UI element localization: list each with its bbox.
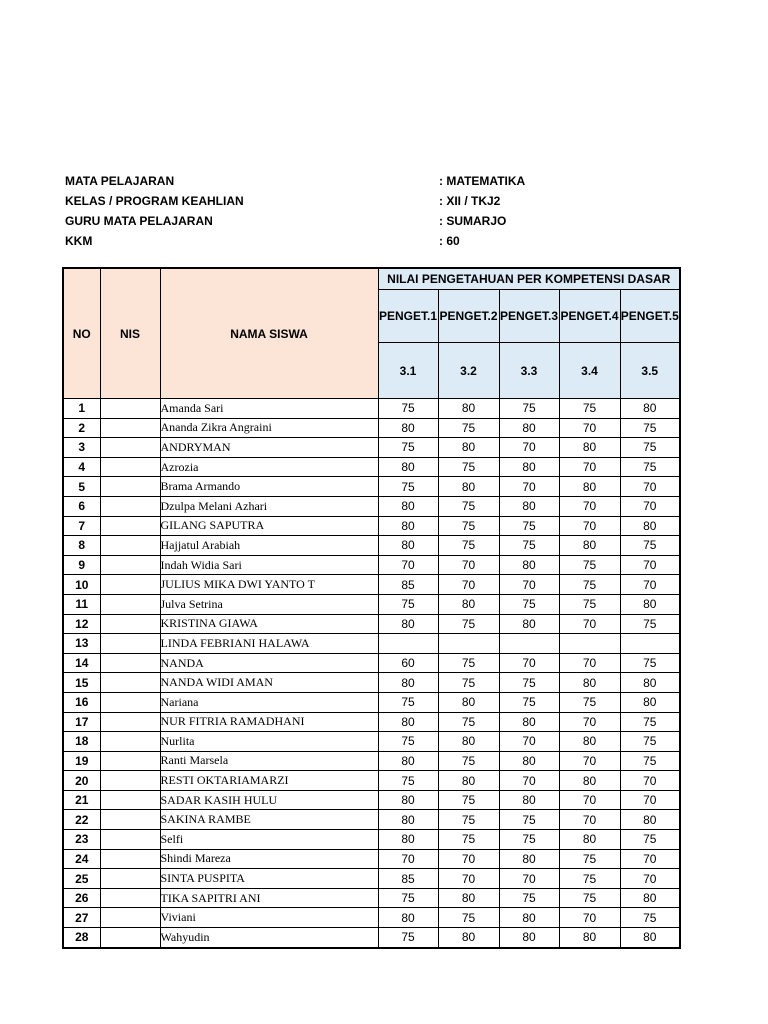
cell-name: Amanda Sari [160,399,378,419]
cell-score-1: 85 [378,575,438,595]
cell-name: Indah Widia Sari [160,555,378,575]
table-row [63,732,680,752]
cell-score-2: 75 [438,908,499,928]
cell-nis [100,830,160,850]
header-no: NO [63,268,100,399]
cell-nis [100,849,160,869]
table-row [63,418,680,438]
cell-name: SAKINA RAMBE [160,810,378,830]
cell-score-4: 75 [559,849,620,869]
cell-score-3: 80 [499,457,559,477]
table-row [63,594,680,614]
cell-score-4: 75 [559,555,620,575]
cell-no: 17 [63,712,100,732]
cell-score-2: 70 [438,869,499,889]
cell-score-3 [499,634,559,654]
cell-score-5: 75 [620,751,680,771]
table-row [63,830,680,850]
header-penget-2: PENGET.2 [438,290,499,343]
cell-score-5: 80 [620,516,680,536]
cell-score-3: 75 [499,516,559,536]
cell-score-2: 75 [438,810,499,830]
table-row [63,869,680,889]
cell-nis [100,555,160,575]
cell-no: 2 [63,418,100,438]
cell-name: Wahyudin [160,928,378,948]
cell-name: Ranti Marsela [160,751,378,771]
cell-score-3: 80 [499,751,559,771]
table-row [63,673,680,693]
cell-score-5: 70 [620,849,680,869]
cell-score-5: 80 [620,399,680,419]
cell-score-4: 70 [559,614,620,634]
cell-score-2 [438,634,499,654]
cell-score-5: 75 [620,457,680,477]
cell-score-5: 75 [620,653,680,673]
cell-score-3: 75 [499,888,559,908]
table-row [63,536,680,556]
table-row [63,692,680,712]
cell-score-3: 70 [499,869,559,889]
cell-score-5: 75 [620,536,680,556]
cell-score-1: 80 [378,751,438,771]
cell-score-4: 80 [559,771,620,791]
cell-name: Brama Armando [160,477,378,497]
cell-nis [100,457,160,477]
cell-score-5: 75 [620,712,680,732]
cell-score-1: 80 [378,536,438,556]
cell-score-2: 75 [438,790,499,810]
cell-score-5: 70 [620,555,680,575]
cell-score-5: 70 [620,771,680,791]
cell-score-1: 75 [378,438,438,458]
cell-score-2: 75 [438,496,499,516]
cell-score-4: 80 [559,830,620,850]
header-penget-4: PENGET.4 [559,290,620,343]
cell-score-4: 80 [559,732,620,752]
cell-score-4: 70 [559,790,620,810]
cell-score-5: 80 [620,673,680,693]
cell-score-4 [559,634,620,654]
cell-no: 15 [63,673,100,693]
cell-nis [100,496,160,516]
cell-nis [100,790,160,810]
cell-score-1: 80 [378,418,438,438]
cell-score-3: 80 [499,849,559,869]
table-row [63,810,680,830]
cell-score-5: 70 [620,496,680,516]
cell-name: LINDA FEBRIANI HALAWA [160,634,378,654]
header-penget-1: PENGET.1 [378,290,438,343]
cell-score-4: 80 [559,536,620,556]
table-row [63,575,680,595]
cell-score-3: 75 [499,673,559,693]
cell-name: Julva Setrina [160,594,378,614]
cell-score-2: 80 [438,594,499,614]
header-penget-5: PENGET.5 [620,290,680,343]
cell-score-2: 80 [438,399,499,419]
cell-score-1: 70 [378,555,438,575]
meta-label: GURU MATA PELAJARAN [65,214,213,228]
cell-score-5: 75 [620,418,680,438]
cell-no: 20 [63,771,100,791]
cell-name: Shindi Mareza [160,849,378,869]
cell-score-3: 70 [499,653,559,673]
cell-score-2: 80 [438,888,499,908]
cell-no: 19 [63,751,100,771]
cell-score-2: 80 [438,732,499,752]
cell-score-1: 80 [378,790,438,810]
cell-score-2: 75 [438,536,499,556]
cell-score-5: 70 [620,575,680,595]
cell-score-4: 70 [559,516,620,536]
cell-score-1: 85 [378,869,438,889]
table-row [63,790,680,810]
cell-no: 24 [63,849,100,869]
cell-score-4: 70 [559,810,620,830]
cell-nis [100,810,160,830]
cell-score-1: 80 [378,614,438,634]
cell-no: 21 [63,790,100,810]
cell-score-5: 70 [620,790,680,810]
cell-score-1: 80 [378,908,438,928]
table-row [63,712,680,732]
cell-no: 18 [63,732,100,752]
cell-name: Nurlita [160,732,378,752]
cell-score-5 [620,634,680,654]
cell-score-5: 75 [620,438,680,458]
grades-table [62,267,681,949]
cell-score-3: 70 [499,575,559,595]
cell-name: NUR FITRIA RAMADHANI [160,712,378,732]
cell-score-1: 75 [378,477,438,497]
cell-nis [100,634,160,654]
cell-score-3: 75 [499,810,559,830]
header-name: NAMA SISWA [160,268,378,399]
cell-no: 27 [63,908,100,928]
cell-score-1: 60 [378,653,438,673]
cell-score-4: 80 [559,928,620,948]
cell-no: 12 [63,614,100,634]
cell-score-4: 80 [559,477,620,497]
cell-nis [100,594,160,614]
cell-score-1: 80 [378,830,438,850]
cell-score-1: 80 [378,712,438,732]
table-row [63,555,680,575]
cell-score-1: 75 [378,771,438,791]
cell-score-1: 75 [378,692,438,712]
table-row [63,614,680,634]
cell-no: 13 [63,634,100,654]
cell-score-5: 75 [620,732,680,752]
cell-nis [100,516,160,536]
cell-score-1: 80 [378,516,438,536]
cell-nis [100,928,160,948]
cell-no: 11 [63,594,100,614]
cell-score-4: 70 [559,457,620,477]
cell-score-3: 75 [499,830,559,850]
table-row [63,457,680,477]
cell-score-3: 75 [499,594,559,614]
header-kd-4: 3.4 [559,343,620,399]
cell-score-5: 80 [620,594,680,614]
meta-teacher [65,211,705,231]
cell-no: 23 [63,830,100,850]
cell-no: 10 [63,575,100,595]
meta-value: : SUMARJO [439,214,507,228]
meta-class [65,191,705,211]
cell-nis [100,732,160,752]
meta-label: MATA PELAJARAN [65,174,175,188]
cell-score-1: 80 [378,496,438,516]
cell-name: GILANG SAPUTRA [160,516,378,536]
cell-score-4: 80 [559,673,620,693]
cell-name: Nariana [160,692,378,712]
cell-score-3: 80 [499,555,559,575]
cell-score-3: 70 [499,438,559,458]
table-row [63,928,680,948]
cell-score-5: 75 [620,908,680,928]
cell-no: 5 [63,477,100,497]
cell-score-3: 75 [499,536,559,556]
cell-score-5: 70 [620,477,680,497]
cell-name: NANDA WIDI AMAN [160,673,378,693]
cell-name: RESTI OKTARIAMARZI [160,771,378,791]
cell-score-5: 80 [620,692,680,712]
cell-no: 9 [63,555,100,575]
header-nis: NIS [100,268,160,399]
cell-nis [100,438,160,458]
cell-score-2: 75 [438,516,499,536]
cell-name: JULIUS MIKA DWI YANTO T [160,575,378,595]
cell-no: 22 [63,810,100,830]
cell-score-2: 75 [438,712,499,732]
table-row [63,771,680,791]
meta-value: : MATEMATIKA [439,174,526,188]
meta-value: : 60 [439,234,460,248]
cell-no: 3 [63,438,100,458]
table-row [63,477,680,497]
cell-no: 8 [63,536,100,556]
cell-score-4: 75 [559,399,620,419]
cell-score-4: 75 [559,869,620,889]
cell-score-2: 80 [438,928,499,948]
cell-score-5: 80 [620,928,680,948]
cell-no: 1 [63,399,100,419]
table-row [63,888,680,908]
cell-score-2: 75 [438,673,499,693]
cell-score-1: 75 [378,888,438,908]
cell-score-1: 80 [378,810,438,830]
header-group: NILAI PENGETAHUAN PER KOMPETENSI DASAR [378,268,680,290]
cell-name: KRISTINA GIAWA [160,614,378,634]
cell-score-5: 80 [620,888,680,908]
cell-nis [100,673,160,693]
table-row [63,438,680,458]
cell-score-2: 80 [438,692,499,712]
cell-score-1: 80 [378,673,438,693]
cell-score-4: 70 [559,418,620,438]
table-row [63,751,680,771]
cell-name: Ananda Zikra Angraini [160,418,378,438]
cell-score-2: 70 [438,555,499,575]
cell-no: 16 [63,692,100,712]
cell-score-1 [378,634,438,654]
cell-score-1: 80 [378,457,438,477]
cell-name: Azrozia [160,457,378,477]
cell-no: 14 [63,653,100,673]
cell-nis [100,399,160,419]
cell-nis [100,614,160,634]
cell-no: 28 [63,928,100,948]
cell-score-2: 75 [438,418,499,438]
cell-nis [100,653,160,673]
cell-score-4: 75 [559,692,620,712]
header-kd-3: 3.3 [499,343,559,399]
cell-score-3: 80 [499,908,559,928]
cell-nis [100,869,160,889]
meta-subject [65,171,705,191]
cell-score-3: 80 [499,712,559,732]
cell-no: 6 [63,496,100,516]
cell-nis [100,692,160,712]
cell-score-2: 80 [438,438,499,458]
cell-nis [100,575,160,595]
cell-name: TIKA SAPITRI ANI [160,888,378,908]
cell-score-5: 75 [620,830,680,850]
cell-score-5: 80 [620,810,680,830]
table-row [63,908,680,928]
report-meta [65,171,705,251]
cell-nis [100,751,160,771]
cell-name: Selfi [160,830,378,850]
cell-score-2: 75 [438,457,499,477]
cell-score-2: 80 [438,771,499,791]
cell-nis [100,418,160,438]
cell-score-1: 75 [378,928,438,948]
cell-score-4: 70 [559,496,620,516]
cell-nis [100,477,160,497]
meta-value: : XII / TKJ2 [439,194,501,208]
cell-score-5: 70 [620,869,680,889]
cell-score-4: 75 [559,594,620,614]
meta-kkm [65,231,705,251]
cell-score-1: 75 [378,594,438,614]
grade-rows [63,399,680,948]
cell-score-3: 70 [499,732,559,752]
cell-score-3: 80 [499,496,559,516]
cell-no: 7 [63,516,100,536]
cell-score-4: 70 [559,751,620,771]
header-kd-5: 3.5 [620,343,680,399]
cell-nis [100,536,160,556]
table-row [63,653,680,673]
cell-score-2: 75 [438,830,499,850]
cell-score-3: 75 [499,399,559,419]
cell-score-3: 80 [499,614,559,634]
cell-score-1: 75 [378,732,438,752]
table-row [63,496,680,516]
cell-score-5: 75 [620,614,680,634]
cell-name: ANDRYMAN [160,438,378,458]
cell-nis [100,712,160,732]
cell-no: 25 [63,869,100,889]
cell-name: Viviani [160,908,378,928]
header-kd-2: 3.2 [438,343,499,399]
cell-score-4: 70 [559,653,620,673]
cell-score-3: 80 [499,790,559,810]
cell-name: Hajjatul Arabiah [160,536,378,556]
cell-name: SINTA PUSPITA [160,869,378,889]
cell-nis [100,888,160,908]
header-penget-3: PENGET.3 [499,290,559,343]
cell-score-1: 70 [378,849,438,869]
cell-score-2: 75 [438,751,499,771]
cell-score-2: 75 [438,614,499,634]
cell-score-3: 70 [499,477,559,497]
cell-score-2: 75 [438,653,499,673]
cell-score-3: 75 [499,692,559,712]
cell-score-2: 70 [438,849,499,869]
cell-score-4: 80 [559,438,620,458]
cell-nis [100,771,160,791]
cell-score-4: 75 [559,575,620,595]
cell-score-3: 80 [499,928,559,948]
table-row [63,634,680,654]
cell-score-4: 75 [559,888,620,908]
header-kd-1: 3.1 [378,343,438,399]
meta-label: KELAS / PROGRAM KEAHLIAN [65,194,244,208]
cell-score-2: 70 [438,575,499,595]
meta-label: KKM [65,234,93,248]
cell-score-3: 80 [499,418,559,438]
cell-nis [100,908,160,928]
cell-name: Dzulpa Melani Azhari [160,496,378,516]
cell-no: 26 [63,888,100,908]
cell-name: NANDA [160,653,378,673]
cell-name: SADAR KASIH HULU [160,790,378,810]
cell-score-4: 70 [559,908,620,928]
cell-score-2: 80 [438,477,499,497]
table-row [63,516,680,536]
cell-no: 4 [63,457,100,477]
cell-score-1: 75 [378,399,438,419]
cell-score-3: 70 [499,771,559,791]
table-row [63,849,680,869]
table-row [63,399,680,419]
cell-score-4: 70 [559,712,620,732]
